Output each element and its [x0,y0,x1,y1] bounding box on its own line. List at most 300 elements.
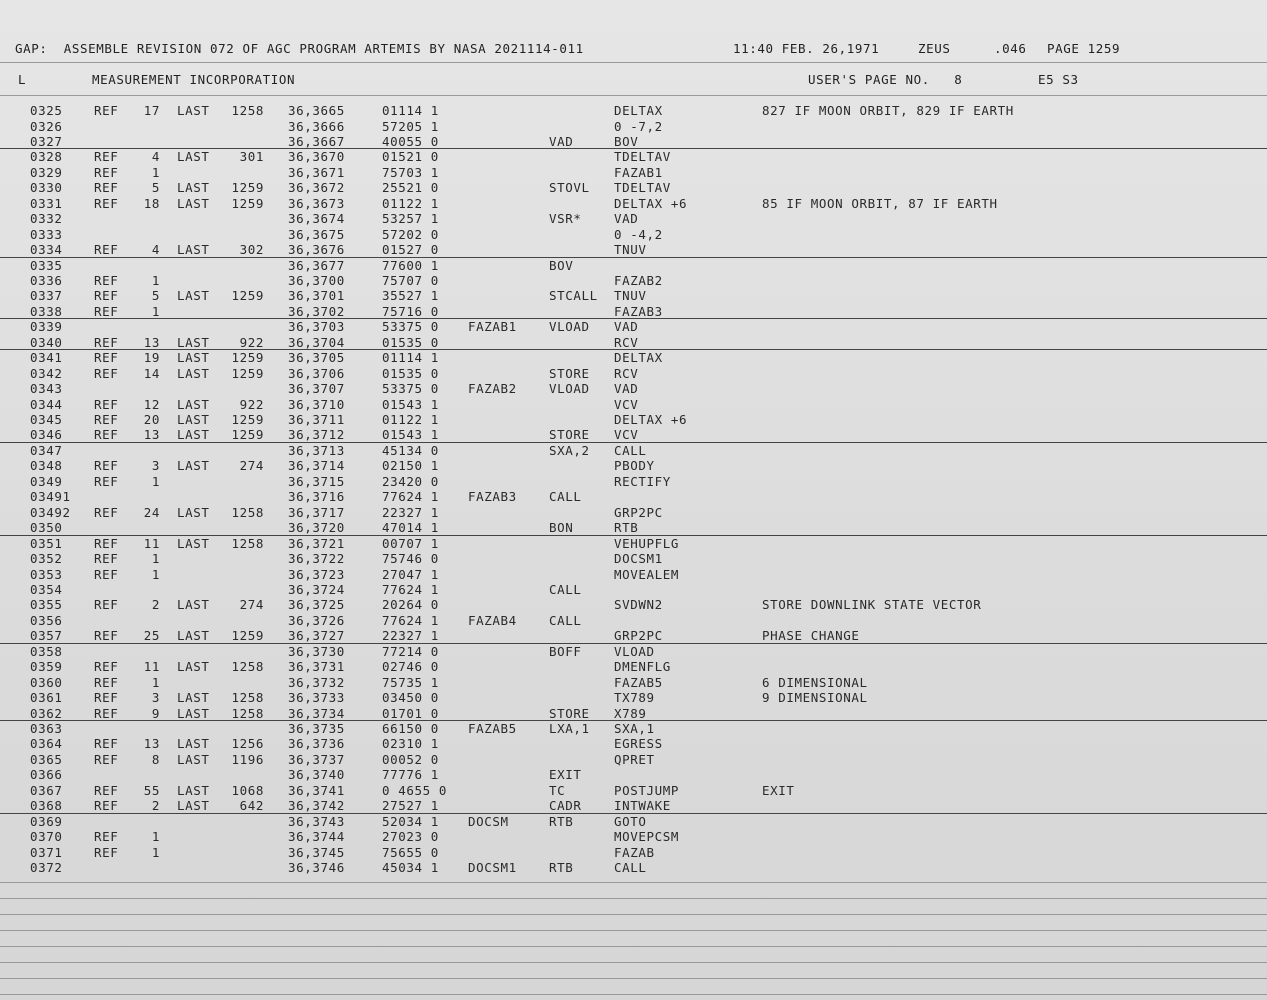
line-number: 0335 [30,257,63,273]
listing-row [0,350,1267,365]
operand: VCV [614,396,639,412]
memory-address: 36,3735 [288,721,345,736]
ref-count: 12 [143,396,160,412]
ref-keyword: REF [94,195,119,211]
assembly-title: GAP: ASSEMBLE REVISION 072 OF AGC PROGRAM ARTEMIS BY NASA 2021114-011 [15,41,584,56]
memory-address: 36,3714 [288,458,345,474]
memory-address: 36,3723 [288,566,345,582]
ref-keyword: REF [94,690,119,706]
last-keyword: LAST [177,149,210,165]
ref-count: 1 [151,473,160,489]
memory-address: 36,3705 [288,350,345,366]
ref-count: 20 [143,412,160,427]
line-number: 0342 [30,365,63,381]
operand: INTWAKE [614,798,671,814]
last-keyword: LAST [177,350,210,366]
octal-word: 01543 1 [382,396,439,412]
last-page: 1259 [231,195,264,211]
operand: VAD [614,381,639,397]
ref-count: 4 [151,149,160,165]
operand: CALL [614,860,647,875]
octal-word: 22327 1 [382,504,439,520]
ref-keyword: REF [94,427,119,443]
line-number: 0330 [30,180,63,196]
ref-count: 14 [143,365,160,381]
listing-row [0,196,1267,211]
octal-word: 01543 1 [382,427,439,443]
ref-count: 3 [151,458,160,474]
line-number: 0359 [30,659,63,675]
listing-row [0,860,1267,875]
line-number: 0358 [30,643,63,659]
line-number: 0349 [30,473,63,489]
memory-address: 36,3711 [288,412,345,427]
last-keyword: LAST [177,242,210,257]
octal-word: 01701 0 [382,705,439,721]
octal-word: 27047 1 [382,566,439,582]
octal-word: 45134 0 [382,442,439,458]
line-number: 0364 [30,736,63,752]
line-number: 0345 [30,412,63,427]
last-page: 302 [239,242,264,257]
memory-address: 36,3704 [288,334,345,350]
memory-address: 36,3734 [288,705,345,721]
line-number: 0328 [30,149,63,165]
last-keyword: LAST [177,798,210,814]
listing-row [0,628,1267,643]
symbol-label: FAZAB2 [468,381,517,397]
memory-address: 36,3717 [288,504,345,520]
operand: 0 -4,2 [614,226,663,242]
octal-word: 75707 0 [382,272,439,288]
opcode: STORE [549,365,590,381]
memory-address: 36,3670 [288,149,345,165]
line-number: 0365 [30,751,63,767]
opcode: RTB [549,813,574,829]
paper-guide-line [0,62,1267,63]
listing-row [0,211,1267,226]
octal-word: 23420 0 [382,473,439,489]
operand: MOVEALEM [614,566,680,582]
last-keyword: LAST [177,195,210,211]
octal-word: 53375 0 [382,381,439,397]
print-timestamp: 11:40 FEB. 26,1971 [733,41,880,56]
opcode: VSR* [549,211,582,227]
octal-word: 20264 0 [382,597,439,613]
last-keyword: LAST [177,751,210,767]
memory-address: 36,3720 [288,520,345,536]
line-number: 0362 [30,705,63,721]
line-number: 03492 [30,504,71,520]
line-number: 0343 [30,381,63,397]
operand: SXA,1 [614,721,655,736]
last-page: 1258 [231,705,264,721]
last-page: 1068 [231,782,264,798]
listing-row [0,597,1267,612]
ref-count: 1 [151,829,160,845]
ref-count: 25 [143,628,160,644]
operand: DELTAX [614,350,663,366]
octal-word: 00707 1 [382,535,439,551]
operand: TDELTAV [614,149,671,165]
last-keyword: LAST [177,782,210,798]
ref-count: 5 [151,180,160,196]
memory-address: 36,3676 [288,242,345,257]
ref-keyword: REF [94,551,119,566]
opcode: TC [549,782,566,798]
ref-count: 1 [151,551,160,566]
listing-row [0,845,1267,860]
line-number: 0340 [30,334,63,350]
operand: DELTAX [614,103,663,118]
ref-count: 5 [151,288,160,304]
sheet-code: E5 S3 [1038,72,1079,87]
ref-keyword: REF [94,705,119,721]
operand: GOTO [614,813,647,829]
opcode: BON [549,520,574,536]
octal-word: 01535 0 [382,365,439,381]
octal-word: 53375 0 [382,319,439,335]
last-page: 1259 [231,350,264,366]
paper-guide-line [0,946,1267,947]
octal-word: 40055 0 [382,133,439,149]
last-page: 301 [239,149,264,165]
operand: BOV [614,133,639,149]
listing-row [0,690,1267,705]
comment: 6 DIMENSIONAL [762,674,868,690]
last-page: 1259 [231,412,264,427]
listing-row [0,582,1267,597]
operand: FAZAB [614,844,655,860]
memory-address: 36,3727 [288,628,345,644]
comment: PHASE CHANGE [762,628,860,644]
operand: QPRET [614,751,655,767]
octal-word: 77214 0 [382,643,439,659]
listing-row [0,366,1267,381]
ref-count: 19 [143,350,160,366]
octal-word: 03450 0 [382,690,439,706]
paper-guide-line [0,978,1267,979]
octal-word: 02310 1 [382,736,439,752]
memory-address: 36,3746 [288,860,345,875]
ref-keyword: REF [94,103,119,118]
line-number: 0344 [30,396,63,412]
log-marker: L [18,72,27,87]
last-keyword: LAST [177,736,210,752]
operand: VAD [614,319,639,335]
listing-row [0,258,1267,273]
memory-address: 36,3740 [288,767,345,783]
ref-count: 4 [151,242,160,257]
listing-row [0,675,1267,690]
line-number: 0347 [30,442,63,458]
listing-row [0,659,1267,674]
ref-keyword: REF [94,272,119,288]
opcode: VLOAD [549,319,590,335]
line-number: 0325 [30,103,63,118]
last-keyword: LAST [177,412,210,427]
line-number: 0355 [30,597,63,613]
listing-row [0,119,1267,134]
listing-row [0,134,1267,149]
memory-address: 36,3672 [288,180,345,196]
operand: PBODY [614,458,655,474]
operand: DELTAX +6 [614,412,688,427]
operand: 0 -7,2 [614,118,663,134]
line-number: 0368 [30,798,63,814]
octal-word: 01122 1 [382,195,439,211]
octal-word: 00052 0 [382,751,439,767]
memory-address: 36,3743 [288,813,345,829]
ref-count: 18 [143,195,160,211]
octal-word: 25521 0 [382,180,439,196]
last-page: 1258 [231,504,264,520]
listing-row [0,242,1267,257]
opcode: VAD [549,133,574,149]
ref-count: 24 [143,504,160,520]
listing-row [0,551,1267,566]
comment: 9 DIMENSIONAL [762,690,868,706]
memory-address: 36,3744 [288,829,345,845]
listing-row [0,335,1267,350]
ref-keyword: REF [94,597,119,613]
memory-address: 36,3741 [288,782,345,798]
memory-address: 36,3716 [288,489,345,505]
line-number: 0341 [30,350,63,366]
last-keyword: LAST [177,504,210,520]
listing-row [0,103,1267,118]
operand: SVDWN2 [614,597,663,613]
listing-row [0,427,1267,442]
operand: GRP2PC [614,628,663,644]
listing-row [0,798,1267,813]
memory-address: 36,3673 [288,195,345,211]
opcode: EXIT [549,767,582,783]
users-page-number: USER'S PAGE NO. 8 [808,72,963,87]
octal-word: 77624 1 [382,489,439,505]
last-page: 1258 [231,535,264,551]
listing-row [0,288,1267,303]
octal-word: 0 4655 0 [382,782,448,798]
ref-keyword: REF [94,736,119,752]
ref-count: 1 [151,566,160,582]
ref-keyword: REF [94,674,119,690]
memory-address: 36,3702 [288,303,345,319]
listing-row [0,829,1267,844]
opcode: BOFF [549,643,582,659]
paper-guide-line [0,898,1267,899]
header-line-2 [0,72,1267,87]
memory-address: 36,3733 [288,690,345,706]
opcode: STOVL [549,180,590,196]
ref-keyword: REF [94,288,119,304]
listing-row [0,783,1267,798]
operand: EGRESS [614,736,663,752]
octal-word: 57205 1 [382,118,439,134]
octal-word: 57202 0 [382,226,439,242]
octal-word: 75716 0 [382,303,439,319]
line-number: 0356 [30,612,63,628]
memory-address: 36,3745 [288,844,345,860]
operand: VLOAD [614,643,655,659]
last-keyword: LAST [177,103,210,118]
ref-keyword: REF [94,396,119,412]
memory-address: 36,3742 [288,798,345,814]
memory-address: 36,3710 [288,396,345,412]
last-page: 642 [239,798,264,814]
listing-row [0,814,1267,829]
operand: DELTAX +6 [614,195,688,211]
operand: TNUV [614,288,647,304]
line-number: 0327 [30,133,63,149]
comment: 827 IF MOON ORBIT, 829 IF EARTH [762,103,1014,118]
octal-word: 75703 1 [382,164,439,180]
memory-address: 36,3667 [288,133,345,149]
line-number: 0346 [30,427,63,443]
symbol-label: DOCSM [468,813,509,829]
memory-address: 36,3725 [288,597,345,613]
opcode: LXA,1 [549,721,590,736]
operand: GRP2PC [614,504,663,520]
listing-row [0,767,1267,782]
ref-keyword: REF [94,844,119,860]
ref-keyword: REF [94,535,119,551]
last-keyword: LAST [177,705,210,721]
ref-count: 17 [143,103,160,118]
opcode: SXA,2 [549,442,590,458]
octal-word: 77600 1 [382,257,439,273]
octal-word: 01527 0 [382,242,439,257]
listing-row [0,536,1267,551]
last-page: 1196 [231,751,264,767]
octal-word: 45034 1 [382,860,439,875]
operand: TNUV [614,242,647,257]
octal-word: 77624 1 [382,582,439,597]
octal-word: 02746 0 [382,659,439,675]
ref-keyword: REF [94,164,119,180]
memory-address: 36,3700 [288,272,345,288]
memory-address: 36,3724 [288,582,345,597]
last-keyword: LAST [177,659,210,675]
line-number: 0336 [30,272,63,288]
listing-row [0,721,1267,736]
line-number: 0326 [30,118,63,134]
symbol-label: FAZAB5 [468,721,517,736]
ref-keyword: REF [94,628,119,644]
line-number: 0352 [30,551,63,566]
octal-word: 01114 1 [382,103,439,118]
memory-address: 36,3715 [288,473,345,489]
ref-count: 1 [151,303,160,319]
operand: VAD [614,211,639,227]
memory-address: 36,3713 [288,442,345,458]
listing-row [0,319,1267,334]
octal-word: 47014 1 [382,520,439,536]
last-page: 922 [239,334,264,350]
ref-count: 11 [143,659,160,675]
ref-keyword: REF [94,303,119,319]
opcode: BOV [549,257,574,273]
ref-count: 8 [151,751,160,767]
octal-word: 35527 1 [382,288,439,304]
ref-count: 55 [143,782,160,798]
paper-guide-line [0,962,1267,963]
listing-row [0,458,1267,473]
ref-keyword: REF [94,659,119,675]
last-keyword: LAST [177,690,210,706]
operand: POSTJUMP [614,782,680,798]
ref-keyword: REF [94,782,119,798]
opcode: STORE [549,705,590,721]
octal-word: 27527 1 [382,798,439,814]
memory-address: 36,3706 [288,365,345,381]
ref-count: 13 [143,334,160,350]
comment: 85 IF MOON ORBIT, 87 IF EARTH [762,195,998,211]
line-number: 0339 [30,319,63,335]
octal-word: 75746 0 [382,551,439,566]
memory-address: 36,3737 [288,751,345,767]
opcode: CALL [549,489,582,505]
ref-count: 11 [143,535,160,551]
ref-keyword: REF [94,334,119,350]
octal-word: 01114 1 [382,350,439,366]
last-keyword: LAST [177,180,210,196]
section-title: MEASUREMENT INCORPORATION [92,72,296,87]
last-keyword: LAST [177,365,210,381]
operand: DMENFLG [614,659,671,675]
ref-keyword: REF [94,149,119,165]
line-number: 0353 [30,566,63,582]
last-page: 1258 [231,690,264,706]
octal-word: 01122 1 [382,412,439,427]
last-keyword: LAST [177,288,210,304]
listing-row [0,180,1267,195]
ref-keyword: REF [94,473,119,489]
listing-row [0,567,1267,582]
last-keyword: LAST [177,597,210,613]
line-number: 0338 [30,303,63,319]
last-keyword: LAST [177,535,210,551]
ref-keyword: REF [94,829,119,845]
ref-keyword: REF [94,180,119,196]
line-number: 0361 [30,690,63,706]
paper-guide-line [0,95,1267,96]
ref-count: 1 [151,674,160,690]
ref-keyword: REF [94,751,119,767]
last-keyword: LAST [177,458,210,474]
line-number: 0334 [30,242,63,257]
octal-word: 02150 1 [382,458,439,474]
last-page: 1259 [231,180,264,196]
operand: VEHUPFLG [614,535,680,551]
memory-address: 36,3677 [288,257,345,273]
memory-address: 36,3721 [288,535,345,551]
ref-count: 13 [143,736,160,752]
operand: FAZAB1 [614,164,663,180]
listing-row [0,227,1267,242]
line-number: 0370 [30,829,63,845]
line-number: 0350 [30,520,63,536]
listing-row [0,520,1267,535]
last-page: 1258 [231,659,264,675]
paper-guide-line [0,930,1267,931]
operand: RCV [614,334,639,350]
octal-word: 27023 0 [382,829,439,845]
line-number: 0331 [30,195,63,211]
line-number: 0363 [30,721,63,736]
octal-word: 66150 0 [382,721,439,736]
last-keyword: LAST [177,396,210,412]
